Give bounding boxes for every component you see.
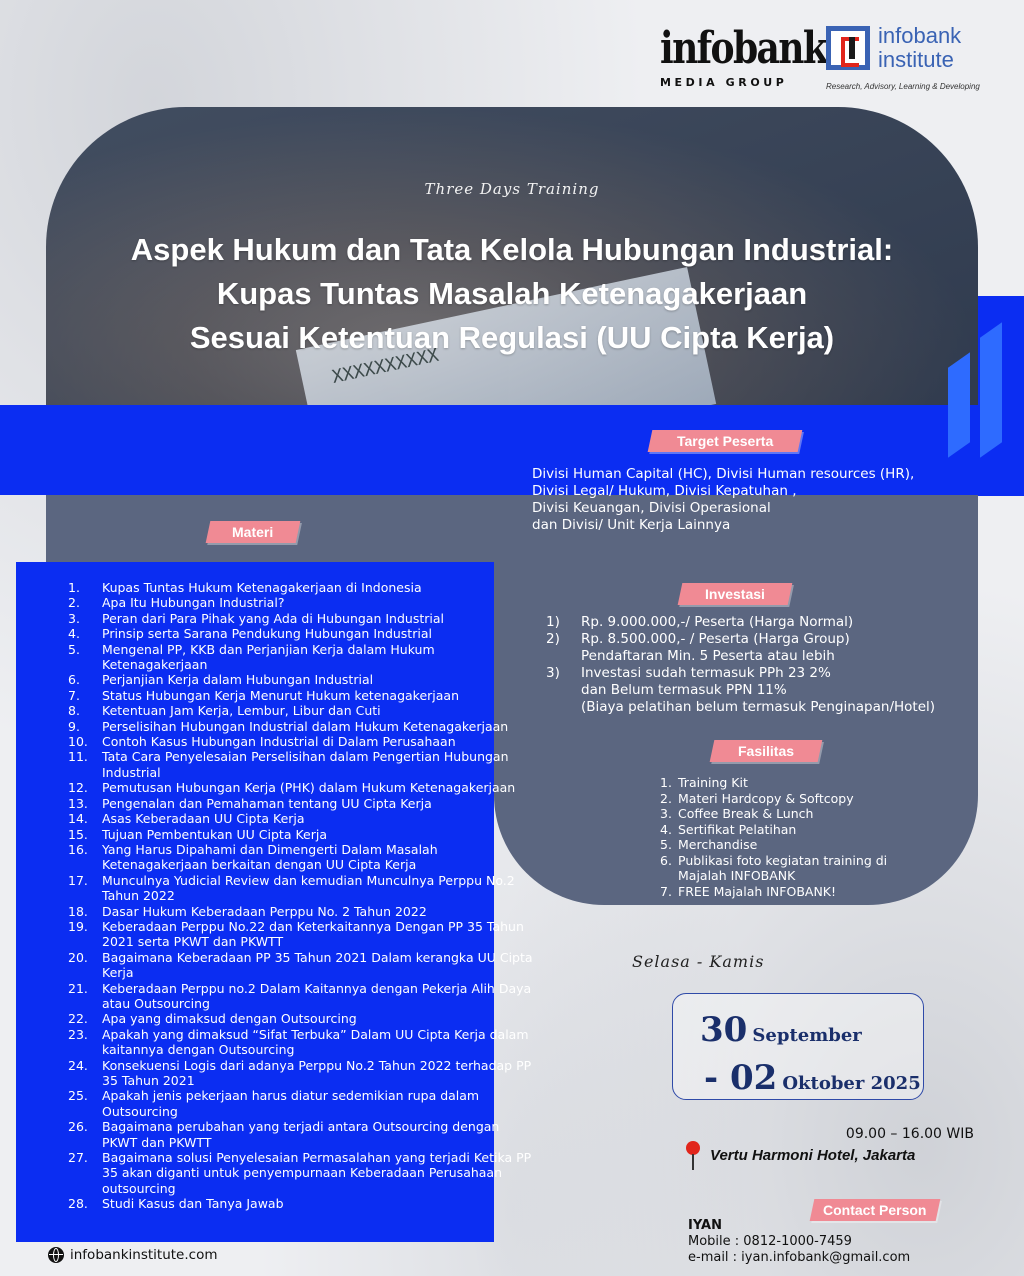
contact-person-text: Contact Person [823, 1202, 927, 1218]
investasi-list [546, 614, 966, 716]
materi-item-number: 2. [68, 595, 80, 611]
fasilitas-item-number: 4. [660, 821, 672, 837]
materi-item [68, 796, 538, 811]
materi-item-number: 9. [68, 718, 80, 734]
materi-label [206, 521, 301, 543]
investasi-item-number: 1) [546, 614, 560, 630]
fasilitas-label [710, 740, 823, 762]
materi-item [68, 595, 538, 610]
investasi-item-line: dan Belum termasuk PPN 11% [581, 682, 787, 698]
materi-item-number: 23. [68, 1026, 88, 1042]
materi-item-number: 7. [68, 687, 80, 703]
start-month: September [752, 1025, 862, 1046]
materi-item-number: 16. [68, 841, 88, 857]
materi-item-number: 5. [68, 641, 80, 657]
materi-item [68, 642, 538, 673]
fasilitas-item [660, 806, 920, 822]
target-peserta-label [648, 430, 803, 452]
start-date [700, 1010, 862, 1050]
materi-item [68, 981, 538, 1012]
materi-item [68, 734, 538, 749]
training-venue: Vertu Harmoni Hotel, Jakarta [710, 1147, 916, 1164]
institute-logo-name [878, 24, 996, 72]
end-month: Oktober 2025 [782, 1073, 921, 1094]
infobank-logo-sub: MEDIA GROUP [660, 76, 788, 89]
investasi-item-line: Investasi sudah termasuk PPh 23 2% [581, 665, 831, 681]
materi-item [68, 873, 538, 904]
materi-item [68, 749, 538, 780]
materi-item-number: 8. [68, 703, 80, 719]
contact-name: IYAN [688, 1218, 722, 1233]
investasi-item-line: Rp. 8.500.000,- / Peserta (Harga Group) [581, 631, 850, 647]
materi-item [68, 950, 538, 981]
materi-item [68, 672, 538, 687]
fasilitas-item-number: 6. [660, 852, 672, 868]
materi-item-number: 6. [68, 672, 80, 688]
fasilitas-item-number: 1. [660, 775, 672, 790]
materi-item-text: Studi Kasus dan Tanya Jawab [102, 1196, 284, 1212]
contact-mobile[interactable]: Mobile : 0812-1000-7459 [688, 1234, 852, 1249]
materi-item-number: 25. [68, 1088, 88, 1104]
materi-item-text: Apa yang dimaksud dengan Outsourcing [102, 1011, 357, 1027]
location-pin-stem [692, 1154, 694, 1170]
materi-item [68, 1150, 538, 1196]
fasilitas-item-text: Publikasi foto kegiatan training di Majalah INFOBANK [678, 852, 888, 883]
infobank-media-logo [660, 23, 827, 96]
investasi-item [546, 665, 966, 716]
materi-item-number: 24. [68, 1057, 88, 1073]
materi-item [68, 1196, 538, 1211]
materi-item-text: Mengenal PP, KKB dan Perjanjian Kerja dalam Hukum Ketenagakerjaan [102, 641, 435, 673]
materi-item-text: Bagaimana perubahan yang terjadi antara Outsourcing dengan PKWT dan PKWTT [102, 1119, 500, 1150]
investasi-item-text [581, 665, 935, 716]
materi-item-number: 3. [68, 610, 80, 626]
start-day: 30 [700, 1010, 748, 1050]
target-line: Divisi Human Capital (HC), Divisi Human resources (HR), [532, 466, 915, 482]
materi-item [68, 904, 538, 919]
materi-item-number: 1. [68, 580, 80, 595]
materi-item-number: 21. [68, 980, 88, 996]
fasilitas-item [660, 791, 920, 807]
infobank-logo-word: infobank [660, 23, 827, 74]
hero-title-line-3: Sesuai Ketentuan Regulasi (UU Cipta Kerja) [189, 320, 835, 355]
materi-item [68, 626, 538, 641]
fasilitas-item [660, 822, 920, 838]
materi-item-text: Bagaimana Keberadaan PP 35 Tahun 2021 Dalam kerangka UU Cipta Kerja [102, 949, 533, 981]
investasi-item-number: 2) [546, 631, 560, 647]
fasilitas-item-text: Training Kit [678, 775, 748, 790]
fasilitas-item-number: 3. [660, 806, 672, 821]
materi-item [68, 842, 538, 873]
fasilitas-item [660, 775, 920, 791]
materi-item [68, 719, 538, 734]
location-pin-icon [686, 1141, 700, 1155]
fasilitas-item-number: 5. [660, 837, 672, 852]
materi-item-number: 10. [68, 734, 88, 750]
hero-tagline: Three Days Training [424, 180, 600, 198]
institute-name-text: infobank institute [878, 23, 962, 72]
fasilitas-item-number: 7. [660, 883, 672, 899]
materi-item-text: Tujuan Pembentukan UU Cipta Kerja [102, 826, 327, 842]
materi-item [68, 1088, 538, 1119]
materi-item-text: Keberadaan Perppu no.2 Dalam Kaitannya dengan Pekerja Alih Daya atau Outsourcing [102, 980, 532, 1011]
investasi-item-line: Rp. 9.000.000,-/ Peserta (Harga Normal) [581, 614, 854, 630]
fasilitas-item [660, 837, 920, 853]
materi-item-text: Yang Harus Dipahami dan Dimengerti Dalam Masalah Ketenagakerjaan berkaitan dengan UU Cipta Kerja [102, 841, 438, 873]
materi-item-text: Dasar Hukum Keberadaan Perppu No. 2 Tahun 2022 [102, 903, 427, 919]
target-line: Divisi Keuangan, Divisi Operasional [532, 500, 771, 516]
materi-item-number: 13. [68, 795, 88, 811]
infobank-institute-logo [826, 23, 996, 96]
materi-item [68, 1027, 538, 1058]
materi-item-text: Status Hubungan Kerja Menurut Hukum ketenagakerjaan [102, 687, 460, 703]
materi-item-text: Apakah jenis pekerjaan harus diatur sedemikian rupa dalam Outsourcing [102, 1088, 480, 1119]
materi-item [68, 703, 538, 718]
materi-item-number: 14. [68, 811, 88, 827]
materi-item-number: 22. [68, 1011, 88, 1027]
materi-item [68, 580, 538, 595]
chevron-decoration [980, 322, 1002, 457]
materi-item [68, 1058, 538, 1089]
hero-card-text: XXXXXXXXXX [330, 344, 441, 388]
fasilitas-item-text: Coffee Break & Lunch [678, 806, 814, 821]
fasilitas-item-text: FREE Majalah INFOBANK! [678, 883, 837, 899]
materi-item-number: 27. [68, 1150, 88, 1166]
end-day: - 02 [704, 1058, 778, 1098]
investasi-label [678, 583, 793, 605]
fasilitas-item [660, 853, 920, 884]
materi-item-text: Munculnya Yudicial Review dan kemudian Munculnya Perppu No.2 Tahun 2022 [102, 872, 515, 904]
materi-item-text: Bagaimana solusi Penyelesaian Permasalahan yang terjadi Ketika PP 35 akan diganti untuk penyempurnaan Keberadaan Perusahaan outsourcing [102, 1150, 532, 1196]
materi-item-number: 11. [68, 749, 88, 765]
materi-item-text: Pemutusan Hubungan Kerja (PHK) dalam Hukum Ketenagakerjaan [102, 780, 516, 796]
target-peserta-text: Target Peserta [676, 433, 774, 449]
contact-person-label [810, 1199, 941, 1221]
materi-item-number: 12. [68, 780, 88, 796]
target-line: Divisi Legal/ Hukum, Divisi Kepatuhan , [532, 483, 797, 499]
materi-item-text: Tata Cara Penyelesaian Perselisihan dalam Pengertian Hubungan Industrial [102, 749, 509, 780]
materi-item-text: Prinsip serta Sarana Pendukung Hubungan Industrial [102, 626, 432, 642]
materi-item-text: Keberadaan Perppu No.22 dan Keterkaitannya Dengan PP 35 Tahun 2021 serta PKWT dan PKWTT [102, 918, 524, 950]
materi-item-text: Contoh Kasus Hubungan Industrial di Dalam Perusahaan [102, 734, 456, 750]
institute-mark-icon [826, 26, 870, 70]
materi-item-number: 15. [68, 826, 88, 842]
materi-item-number: 4. [68, 626, 80, 642]
investasi-item-text [581, 614, 853, 631]
materi-item [68, 688, 538, 703]
materi-item-number: 26. [68, 1119, 88, 1135]
materi-item [68, 1011, 538, 1026]
website-link[interactable] [48, 1247, 218, 1263]
investasi-item-text [581, 631, 850, 665]
investasi-item-number: 3) [546, 665, 560, 681]
materi-item [68, 811, 538, 826]
hero-title-line-1: Aspek Hukum dan Tata Kelola Hubungan Industrial: [130, 232, 894, 267]
training-time: 09.00 – 16.00 WIB [845, 1126, 974, 1142]
materi-item-text: Kupas Tuntas Hukum Ketenagakerjaan di Indonesia [102, 580, 422, 595]
materi-item [68, 1119, 538, 1150]
target-line: dan Divisi/ Unit Kerja Lainnya [532, 517, 731, 533]
materi-item-number: 17. [68, 872, 88, 888]
materi-item [68, 919, 538, 950]
fasilitas-label-text: Fasilitas [737, 743, 795, 759]
contact-email[interactable]: e-mail : iyan.infobank@gmail.com [688, 1250, 911, 1265]
globe-icon [48, 1247, 64, 1263]
materi-item [68, 827, 538, 842]
materi-item-text: Konsekuensi Logis dari adanya Perppu No.2 Tahun 2022 terhadap PP 35 Tahun 2021 [102, 1057, 532, 1088]
fasilitas-item-number: 2. [660, 790, 672, 806]
target-peserta-text-block [532, 466, 972, 534]
website-text: infobankinstitute.com [70, 1247, 218, 1263]
materi-item [68, 780, 538, 795]
investasi-item-line: (Biaya pelatihan belum termasuk Penginapan/Hotel) [581, 699, 936, 715]
training-days: Selasa - Kamis [632, 952, 765, 971]
fasilitas-item-text: Materi Hardcopy & Softcopy [678, 790, 854, 806]
materi-item-text: Peran dari Para Pihak yang Ada di Hubungan Industrial [102, 610, 444, 626]
materi-item [68, 611, 538, 626]
materi-item-text: Asas Keberadaan UU Cipta Kerja [102, 811, 305, 827]
investasi-item [546, 631, 966, 665]
materi-item-text: Apakah yang dimaksud “Sifat Terbuka” Dalam UU Cipta Kerja dalam kaitannya dengan Outsourcing [102, 1026, 529, 1058]
materi-item-number: 20. [68, 949, 88, 965]
investasi-item [546, 614, 966, 631]
fasilitas-item-text: Merchandise [678, 837, 758, 852]
materi-item-number: 18. [68, 903, 88, 919]
materi-item-text: Apa Itu Hubungan Industrial? [102, 595, 285, 611]
materi-item-text: Perselisihan Hubungan Industrial dalam Hukum Ketenagakerjaan [102, 718, 509, 734]
institute-tagline: Research, Advisory, Learning & Developing [826, 82, 980, 91]
investasi-label-text: Investasi [705, 586, 765, 602]
fasilitas-item [660, 884, 920, 900]
fasilitas-item-text: Sertifikat Pelatihan [678, 821, 797, 837]
hero-title-line-2: Kupas Tuntas Masalah Ketenagakerjaan [216, 276, 808, 311]
materi-item-number: 19. [68, 918, 88, 934]
chevron-decoration [948, 352, 970, 457]
materi-label-text: Materi [232, 524, 274, 540]
materi-item-text: Pengenalan dan Pemahaman tentang UU Cipta Kerja [102, 795, 432, 811]
materi-list [68, 580, 538, 1212]
materi-item-number: 28. [68, 1196, 88, 1212]
end-date [704, 1058, 921, 1098]
materi-item-text: Perjanjian Kerja dalam Hubungan Industrial [102, 672, 374, 688]
materi-item-text: Ketentuan Jam Kerja, Lembur, Libur dan Cuti [102, 703, 381, 719]
fasilitas-list [660, 775, 920, 899]
investasi-item-line: Pendaftaran Min. 5 Peserta atau lebih [581, 648, 835, 664]
